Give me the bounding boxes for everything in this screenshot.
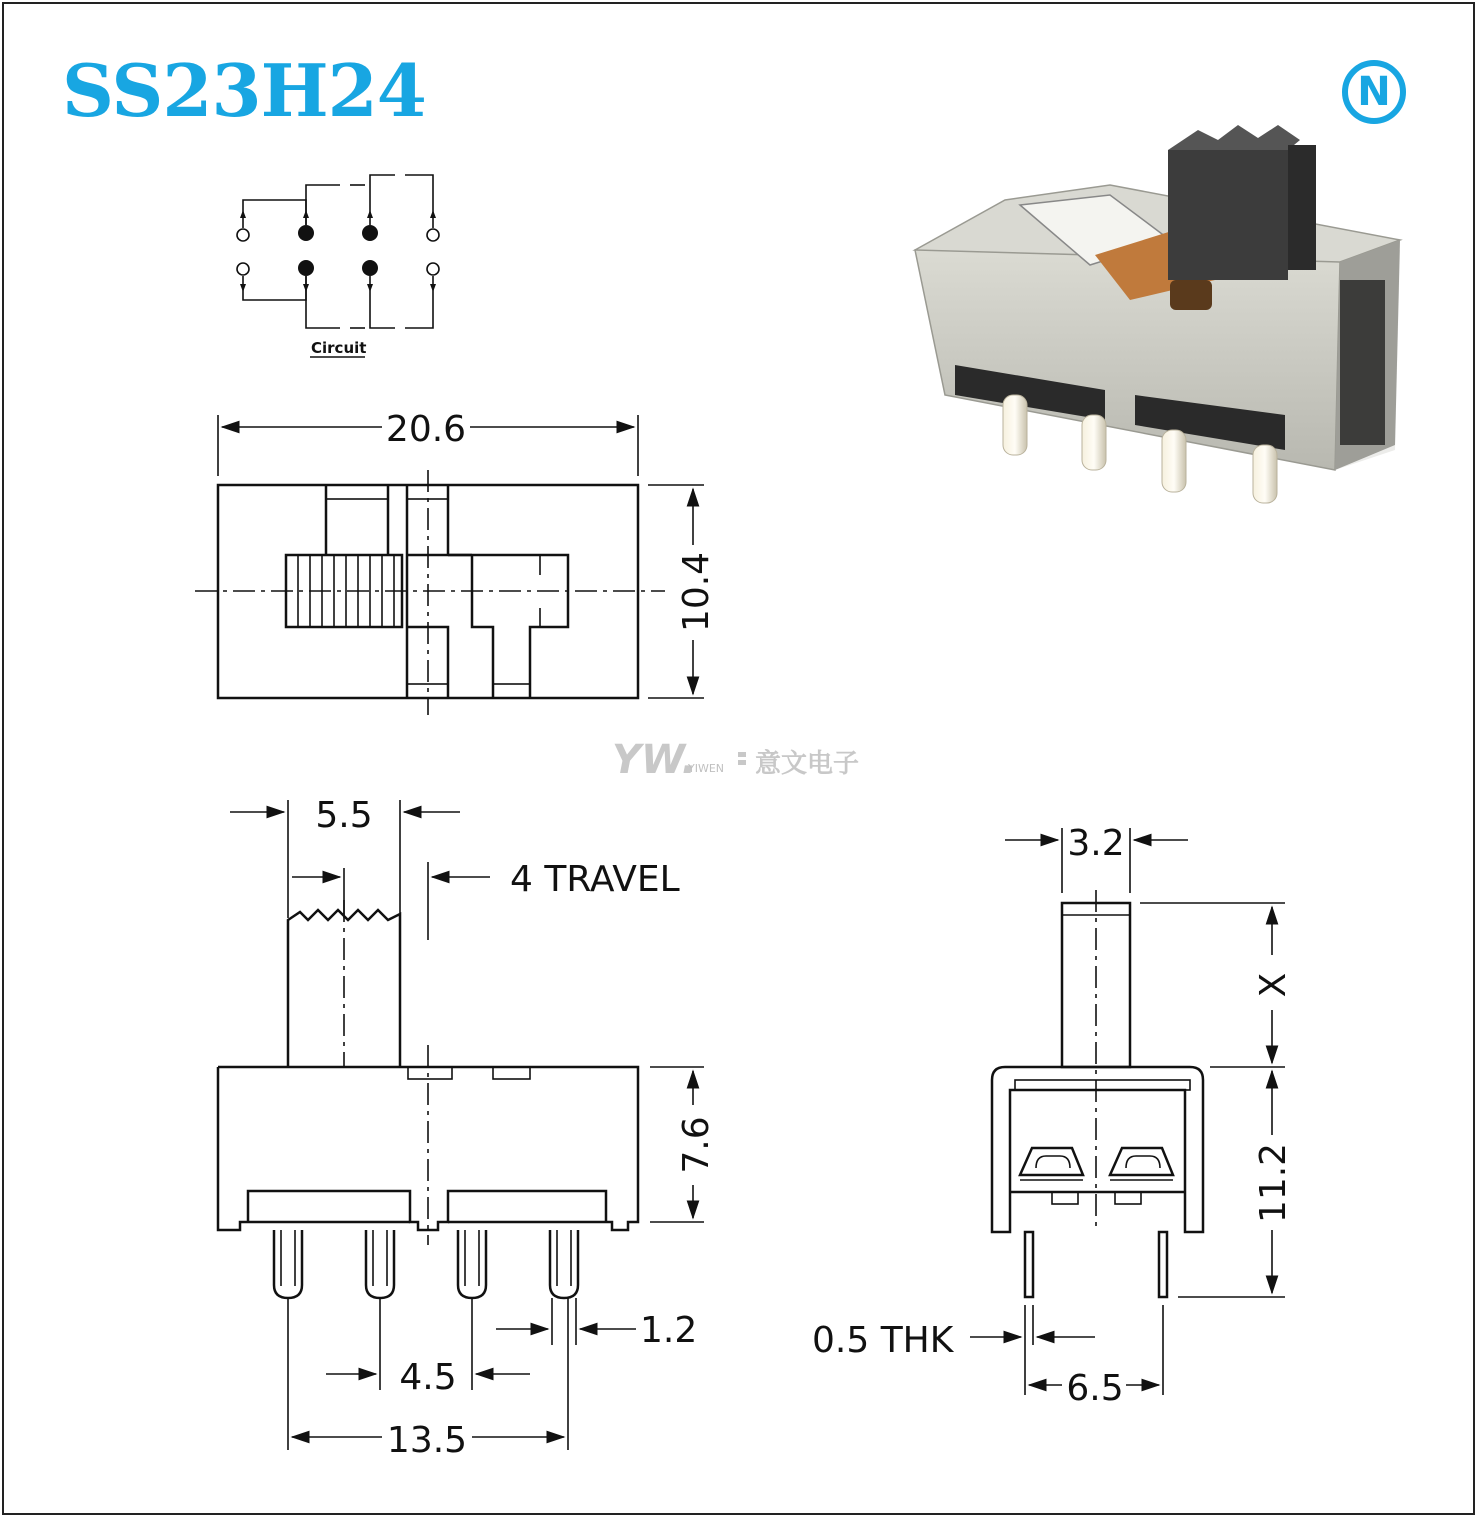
terminal-open-4 (427, 263, 439, 275)
end-knob-width-label: 3.2 (1067, 823, 1125, 864)
switch-photo (915, 125, 1400, 503)
pin-thickness-label: 0.5 THK (812, 1320, 954, 1361)
end-view-drawing (812, 823, 1294, 1409)
terminal-open-1 (237, 229, 249, 241)
top-width-label: 20.6 (385, 409, 467, 450)
end-pin-span-label: 6.5 (1066, 1368, 1124, 1409)
pin-span-label: 13.5 (386, 1420, 468, 1461)
terminal-common-2 (362, 225, 378, 241)
terminal-open-2 (427, 229, 439, 241)
pin-width-label: 1.2 (640, 1310, 698, 1351)
top-height-label: 10.4 (676, 551, 717, 633)
circuit-diagram (237, 175, 439, 357)
travel-label: 4 TRAVEL (510, 859, 680, 900)
n-logo-badge: N (1342, 60, 1406, 124)
terminal-common-3 (298, 260, 314, 276)
terminal-common-4 (362, 260, 378, 276)
pin-pitch-label: 4.5 (399, 1357, 457, 1398)
body-height-label: 7.6 (676, 1116, 717, 1174)
watermark-brand: YIWEN (688, 762, 725, 775)
side-view-drawing (218, 795, 717, 1461)
top-view-drawing (195, 409, 717, 715)
watermark (612, 737, 859, 783)
page-title: SS23H24 (62, 48, 426, 133)
circuit-label: Circuit (311, 339, 367, 357)
end-knob-height-label: X (1253, 972, 1294, 998)
terminal-common-1 (298, 225, 314, 241)
terminal-open-3 (237, 263, 249, 275)
knob-width-label: 5.5 (315, 795, 373, 836)
watermark-chinese: 意文电子 (755, 749, 860, 779)
end-body-height-label: 11.2 (1253, 1142, 1294, 1224)
watermark-logo: YW. (612, 737, 697, 783)
